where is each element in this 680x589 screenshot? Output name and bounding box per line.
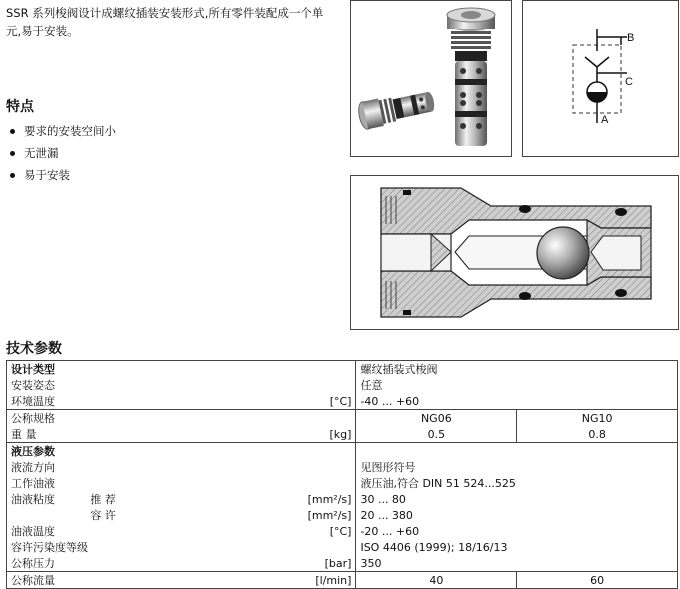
flow-label: 公称流量	[7, 572, 187, 589]
visc-rec-value: 30 ... 80	[356, 491, 678, 507]
cross-section-panel	[350, 175, 679, 330]
oil-temp-unit: [°C]	[329, 524, 352, 538]
list-item	[8, 164, 116, 186]
ambient-value: -40 ... +60	[356, 393, 678, 410]
contam-label: 容许污染度等级	[7, 539, 187, 555]
hydraulic-symbol-panel	[522, 0, 679, 157]
list-item	[8, 142, 116, 164]
bullet-icon	[10, 129, 15, 134]
visc-allow-value: 20 ... 380	[356, 507, 678, 523]
table-row	[7, 443, 678, 460]
table-row	[7, 410, 678, 427]
bullet-icon	[10, 173, 15, 178]
weight-ng10: 0.8	[517, 426, 678, 443]
visc-rec-unit: [mm²/s]	[307, 492, 352, 506]
shuttle-valve-symbol	[523, 1, 678, 156]
fluid-value: 液压油,符合 DIN 51 524...525	[356, 475, 678, 491]
pressure-unit: [bar]	[324, 556, 352, 570]
size-ng10: NG10	[517, 410, 678, 427]
pressure-label: 公称压力	[7, 555, 187, 572]
pressure-value: 350	[356, 555, 678, 572]
intro-text	[6, 4, 336, 40]
technical-params-table	[6, 360, 678, 589]
table-row	[7, 572, 678, 589]
design-type-label: 设计类型	[7, 361, 187, 378]
intro-line: 元,易于安装。	[6, 24, 79, 38]
table-row	[7, 393, 678, 410]
hydraulic-label: 液压参数	[7, 443, 187, 460]
table-row	[7, 361, 678, 378]
table-row	[7, 539, 678, 555]
design-type-value: 螺纹插装式梭阀	[356, 361, 678, 378]
contam-value: ISO 4406 (1999); 18/16/13	[356, 539, 678, 555]
table-row	[7, 426, 678, 443]
weight-label: 重 量	[7, 426, 187, 443]
list-item	[8, 120, 116, 142]
ambient-unit: [°C]	[329, 394, 352, 408]
size-ng06: NG06	[356, 410, 517, 427]
visc-rec-label: 推 荐	[90, 493, 116, 506]
feature-text: 无泄漏	[24, 146, 59, 160]
table-row	[7, 523, 678, 539]
table-row	[7, 555, 678, 572]
feature-text: 易于安装	[24, 168, 70, 182]
ambient-label: 环境温度	[7, 393, 187, 410]
weight-unit: [kg]	[329, 427, 352, 441]
cross-section-drawing	[351, 176, 678, 329]
visc-allow-unit: [mm²/s]	[307, 508, 352, 522]
visc-allow-label: 容 许	[90, 509, 116, 522]
table-row	[7, 491, 678, 507]
product-photo	[351, 1, 511, 156]
size-label: 公称规格	[7, 410, 187, 427]
params-title: 技术参数	[6, 341, 62, 357]
mount-label: 安装姿态	[7, 377, 187, 393]
product-photo-panel	[350, 0, 512, 157]
weight-ng06: 0.5	[356, 426, 517, 443]
table-row	[7, 459, 678, 475]
port-label-c: C	[625, 76, 633, 88]
visc-label: 油液粘度	[7, 491, 87, 507]
flow-dir-value: 见图形符号	[356, 459, 678, 475]
fluid-label: 工作油液	[7, 475, 187, 491]
features-list	[8, 120, 116, 186]
table-row	[7, 377, 678, 393]
flow-ng10: 60	[517, 572, 678, 589]
feature-text: 要求的安装空间小	[24, 124, 116, 138]
bullet-icon	[10, 151, 15, 156]
flow-unit: [l/min]	[186, 572, 356, 589]
oil-temp-label: 油液温度	[7, 523, 187, 539]
oil-temp-value: -20 ... +60	[356, 523, 678, 539]
features-title: 特点	[6, 99, 34, 115]
port-label-b: B	[627, 32, 635, 44]
intro-line: SSR 系列梭阀设计成螺纹插装安装形式,所有零件装配成一个单	[6, 6, 324, 20]
flow-dir-label: 液流方向	[7, 459, 187, 475]
mount-value: 任意	[356, 377, 678, 393]
flow-ng06: 40	[356, 572, 517, 589]
table-row	[7, 507, 678, 523]
port-label-a: A	[601, 114, 609, 126]
table-row	[7, 475, 678, 491]
